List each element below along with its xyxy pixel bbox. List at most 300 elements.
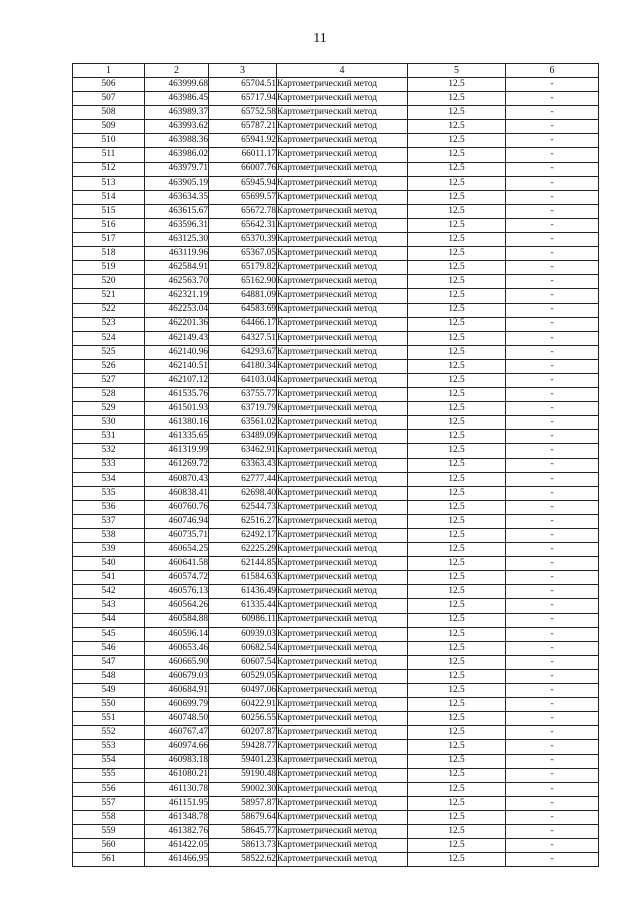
y-coordinate-cell: 58679.64: [209, 810, 277, 824]
description-cell: -: [506, 655, 599, 669]
description-cell: -: [506, 641, 599, 655]
method-cell: Картометрический метод: [277, 824, 408, 838]
accuracy-cell: 12.5: [408, 134, 506, 148]
accuracy-cell: 12.5: [408, 712, 506, 726]
y-coordinate-cell: 65752.58: [209, 106, 277, 120]
y-coordinate-cell: 64293.67: [209, 345, 277, 359]
point-number-cell: 506: [73, 78, 145, 92]
accuracy-cell: 12.5: [408, 331, 506, 345]
accuracy-cell: 12.5: [408, 529, 506, 543]
accuracy-cell: 12.5: [408, 669, 506, 683]
column-header: 3: [209, 64, 277, 78]
accuracy-cell: 12.5: [408, 373, 506, 387]
x-coordinate-cell: 460983.18: [145, 754, 209, 768]
accuracy-cell: 12.5: [408, 148, 506, 162]
accuracy-cell: 12.5: [408, 768, 506, 782]
description-cell: -: [506, 261, 599, 275]
accuracy-cell: 12.5: [408, 824, 506, 838]
method-cell: Картометрический метод: [277, 162, 408, 176]
method-cell: Картометрический метод: [277, 317, 408, 331]
accuracy-cell: 12.5: [408, 585, 506, 599]
method-cell: Картометрический метод: [277, 106, 408, 120]
accuracy-cell: 12.5: [408, 557, 506, 571]
y-coordinate-cell: 62492.17: [209, 529, 277, 543]
y-coordinate-cell: 65717.94: [209, 92, 277, 106]
point-number-cell: 511: [73, 148, 145, 162]
x-coordinate-cell: 462253.04: [145, 303, 209, 317]
x-coordinate-cell: 460679.03: [145, 669, 209, 683]
method-cell: Картометрический метод: [277, 726, 408, 740]
x-coordinate-cell: 460838.41: [145, 486, 209, 500]
point-number-cell: 561: [73, 853, 145, 867]
table-row: [73, 599, 599, 613]
x-coordinate-cell: 463905.19: [145, 176, 209, 190]
x-coordinate-cell: 461319.99: [145, 444, 209, 458]
accuracy-cell: 12.5: [408, 275, 506, 289]
point-number-cell: 539: [73, 543, 145, 557]
point-number-cell: 528: [73, 388, 145, 402]
description-cell: -: [506, 388, 599, 402]
description-cell: -: [506, 317, 599, 331]
method-cell: Картометрический метод: [277, 331, 408, 345]
point-number-cell: 538: [73, 529, 145, 543]
point-number-cell: 520: [73, 275, 145, 289]
accuracy-cell: 12.5: [408, 233, 506, 247]
accuracy-cell: 12.5: [408, 317, 506, 331]
y-coordinate-cell: 63755.77: [209, 388, 277, 402]
table-row: [73, 388, 599, 402]
method-cell: Картометрический метод: [277, 204, 408, 218]
description-cell: -: [506, 824, 599, 838]
method-cell: Картометрический метод: [277, 641, 408, 655]
accuracy-cell: 12.5: [408, 289, 506, 303]
table-row: [73, 176, 599, 190]
y-coordinate-cell: 62777.44: [209, 472, 277, 486]
description-cell: -: [506, 712, 599, 726]
method-cell: Картометрический метод: [277, 782, 408, 796]
y-coordinate-cell: 60682.54: [209, 641, 277, 655]
accuracy-cell: 12.5: [408, 726, 506, 740]
x-coordinate-cell: 460653.46: [145, 641, 209, 655]
y-coordinate-cell: 63462.91: [209, 444, 277, 458]
y-coordinate-cell: 65787.21: [209, 120, 277, 134]
point-number-cell: 558: [73, 810, 145, 824]
y-coordinate-cell: 65945.94: [209, 176, 277, 190]
accuracy-cell: 12.5: [408, 599, 506, 613]
point-number-cell: 530: [73, 416, 145, 430]
description-cell: -: [506, 796, 599, 810]
point-number-cell: 531: [73, 430, 145, 444]
accuracy-cell: 12.5: [408, 162, 506, 176]
method-cell: Картометрический метод: [277, 190, 408, 204]
column-header: 2: [145, 64, 209, 78]
x-coordinate-cell: 461151.95: [145, 796, 209, 810]
point-number-cell: 552: [73, 726, 145, 740]
point-number-cell: 560: [73, 839, 145, 853]
method-cell: Картометрический метод: [277, 514, 408, 528]
x-coordinate-cell: 462201.36: [145, 317, 209, 331]
y-coordinate-cell: 63719.79: [209, 402, 277, 416]
y-coordinate-cell: 65370.39: [209, 233, 277, 247]
method-cell: Картометрический метод: [277, 402, 408, 416]
description-cell: -: [506, 472, 599, 486]
x-coordinate-cell: 460576.13: [145, 585, 209, 599]
description-cell: -: [506, 218, 599, 232]
description-cell: -: [506, 106, 599, 120]
table-row: [73, 289, 599, 303]
method-cell: Картометрический метод: [277, 796, 408, 810]
table-row: [73, 669, 599, 683]
method-cell: Картометрический метод: [277, 486, 408, 500]
point-number-cell: 547: [73, 655, 145, 669]
method-cell: Картометрический метод: [277, 92, 408, 106]
method-cell: Картометрический метод: [277, 148, 408, 162]
description-cell: -: [506, 810, 599, 824]
x-coordinate-cell: 463989.37: [145, 106, 209, 120]
point-number-cell: 513: [73, 176, 145, 190]
x-coordinate-cell: 461422.05: [145, 839, 209, 853]
x-coordinate-cell: 461348.78: [145, 810, 209, 824]
table-row: [73, 627, 599, 641]
table-row: [73, 514, 599, 528]
description-cell: -: [506, 275, 599, 289]
y-coordinate-cell: 60256.55: [209, 712, 277, 726]
description-cell: -: [506, 698, 599, 712]
method-cell: Картометрический метод: [277, 684, 408, 698]
y-coordinate-cell: 64583.69: [209, 303, 277, 317]
x-coordinate-cell: 460574.72: [145, 571, 209, 585]
y-coordinate-cell: 62516.27: [209, 514, 277, 528]
y-coordinate-cell: 66007.76: [209, 162, 277, 176]
method-cell: Картометрический метод: [277, 233, 408, 247]
method-cell: Картометрический метод: [277, 768, 408, 782]
x-coordinate-cell: 460974.66: [145, 740, 209, 754]
accuracy-cell: 12.5: [408, 247, 506, 261]
column-header: 1: [73, 64, 145, 78]
table-row: [73, 740, 599, 754]
table-row: [73, 444, 599, 458]
x-coordinate-cell: 460746.94: [145, 514, 209, 528]
description-cell: -: [506, 331, 599, 345]
accuracy-cell: 12.5: [408, 514, 506, 528]
description-cell: -: [506, 430, 599, 444]
point-number-cell: 529: [73, 402, 145, 416]
x-coordinate-cell: 460584.88: [145, 613, 209, 627]
method-cell: Картометрический метод: [277, 500, 408, 514]
method-cell: Картометрический метод: [277, 430, 408, 444]
x-coordinate-cell: 461535.76: [145, 388, 209, 402]
point-number-cell: 512: [73, 162, 145, 176]
table-row: [73, 261, 599, 275]
table-row: [73, 796, 599, 810]
accuracy-cell: 12.5: [408, 613, 506, 627]
x-coordinate-cell: 462107.12: [145, 373, 209, 387]
x-coordinate-cell: 460641.58: [145, 557, 209, 571]
method-cell: Картометрический метод: [277, 388, 408, 402]
x-coordinate-cell: 461382.76: [145, 824, 209, 838]
description-cell: -: [506, 557, 599, 571]
table-row: [73, 204, 599, 218]
y-coordinate-cell: 60986.11: [209, 613, 277, 627]
y-coordinate-cell: 65162.90: [209, 275, 277, 289]
y-coordinate-cell: 65179.82: [209, 261, 277, 275]
point-number-cell: 548: [73, 669, 145, 683]
accuracy-cell: 12.5: [408, 444, 506, 458]
table-row: [73, 359, 599, 373]
method-cell: Картометрический метод: [277, 289, 408, 303]
table-row: [73, 585, 599, 599]
x-coordinate-cell: 460596.14: [145, 627, 209, 641]
x-coordinate-cell: 462321.19: [145, 289, 209, 303]
table-row: [73, 78, 599, 92]
y-coordinate-cell: 59002.30: [209, 782, 277, 796]
method-cell: Картометрический метод: [277, 303, 408, 317]
method-cell: Картометрический метод: [277, 557, 408, 571]
table-row: [73, 529, 599, 543]
point-number-cell: 532: [73, 444, 145, 458]
point-number-cell: 537: [73, 514, 145, 528]
method-cell: Картометрический метод: [277, 416, 408, 430]
method-cell: Картометрический метод: [277, 444, 408, 458]
accuracy-cell: 12.5: [408, 500, 506, 514]
method-cell: Картометрический метод: [277, 472, 408, 486]
y-coordinate-cell: 58613.73: [209, 839, 277, 853]
point-number-cell: 543: [73, 599, 145, 613]
accuracy-cell: 12.5: [408, 92, 506, 106]
accuracy-cell: 12.5: [408, 698, 506, 712]
table-row: [73, 712, 599, 726]
description-cell: -: [506, 543, 599, 557]
x-coordinate-cell: 463988.36: [145, 134, 209, 148]
table-row: [73, 247, 599, 261]
x-coordinate-cell: 462149.43: [145, 331, 209, 345]
description-cell: -: [506, 190, 599, 204]
description-cell: -: [506, 754, 599, 768]
x-coordinate-cell: 463596.31: [145, 218, 209, 232]
description-cell: -: [506, 120, 599, 134]
accuracy-cell: 12.5: [408, 106, 506, 120]
accuracy-cell: 12.5: [408, 754, 506, 768]
x-coordinate-cell: 462584.91: [145, 261, 209, 275]
y-coordinate-cell: 64103.04: [209, 373, 277, 387]
table-row: [73, 698, 599, 712]
point-number-cell: 525: [73, 345, 145, 359]
point-number-cell: 535: [73, 486, 145, 500]
point-number-cell: 524: [73, 331, 145, 345]
x-coordinate-cell: 461130.78: [145, 782, 209, 796]
method-cell: Картометрический метод: [277, 458, 408, 472]
accuracy-cell: 12.5: [408, 627, 506, 641]
point-number-cell: 507: [73, 92, 145, 106]
description-cell: -: [506, 148, 599, 162]
point-number-cell: 509: [73, 120, 145, 134]
x-coordinate-cell: 460665.90: [145, 655, 209, 669]
table-row: [73, 120, 599, 134]
y-coordinate-cell: 61335.44: [209, 599, 277, 613]
accuracy-cell: 12.5: [408, 204, 506, 218]
method-cell: Картометрический метод: [277, 275, 408, 289]
table-row: [73, 233, 599, 247]
point-number-cell: 519: [73, 261, 145, 275]
x-coordinate-cell: 463986.02: [145, 148, 209, 162]
y-coordinate-cell: 58957.87: [209, 796, 277, 810]
accuracy-cell: 12.5: [408, 458, 506, 472]
description-cell: -: [506, 768, 599, 782]
x-coordinate-cell: 463999.68: [145, 78, 209, 92]
description-cell: -: [506, 233, 599, 247]
point-number-cell: 559: [73, 824, 145, 838]
method-cell: Картометрический метод: [277, 78, 408, 92]
accuracy-cell: 12.5: [408, 190, 506, 204]
table-row: [73, 148, 599, 162]
method-cell: Картометрический метод: [277, 712, 408, 726]
method-cell: Картометрический метод: [277, 839, 408, 853]
description-cell: -: [506, 458, 599, 472]
table-row: [73, 402, 599, 416]
y-coordinate-cell: 65704.51: [209, 78, 277, 92]
accuracy-cell: 12.5: [408, 472, 506, 486]
accuracy-cell: 12.5: [408, 571, 506, 585]
description-cell: -: [506, 585, 599, 599]
accuracy-cell: 12.5: [408, 359, 506, 373]
description-cell: -: [506, 444, 599, 458]
description-cell: -: [506, 529, 599, 543]
accuracy-cell: 12.5: [408, 78, 506, 92]
table-row: [73, 500, 599, 514]
method-cell: Картометрический метод: [277, 599, 408, 613]
y-coordinate-cell: 62144.85: [209, 557, 277, 571]
table-row: [73, 275, 599, 289]
table-row: [73, 726, 599, 740]
description-cell: -: [506, 402, 599, 416]
description-cell: -: [506, 176, 599, 190]
point-number-cell: 534: [73, 472, 145, 486]
table-row: [73, 543, 599, 557]
table-row: [73, 134, 599, 148]
accuracy-cell: 12.5: [408, 810, 506, 824]
x-coordinate-cell: 460564.26: [145, 599, 209, 613]
x-coordinate-cell: 463634.35: [145, 190, 209, 204]
y-coordinate-cell: 60607.54: [209, 655, 277, 669]
description-cell: -: [506, 782, 599, 796]
table-row: [73, 684, 599, 698]
y-coordinate-cell: 60422.91: [209, 698, 277, 712]
point-number-cell: 515: [73, 204, 145, 218]
table-row: [73, 839, 599, 853]
table-row: [73, 655, 599, 669]
x-coordinate-cell: 461080.21: [145, 768, 209, 782]
x-coordinate-cell: 463979.71: [145, 162, 209, 176]
description-cell: -: [506, 599, 599, 613]
column-header: 6: [506, 64, 599, 78]
x-coordinate-cell: 462140.51: [145, 359, 209, 373]
y-coordinate-cell: 59428.77: [209, 740, 277, 754]
description-cell: -: [506, 684, 599, 698]
point-number-cell: 550: [73, 698, 145, 712]
point-number-cell: 514: [73, 190, 145, 204]
accuracy-cell: 12.5: [408, 402, 506, 416]
method-cell: Картометрический метод: [277, 585, 408, 599]
point-number-cell: 521: [73, 289, 145, 303]
y-coordinate-cell: 63561.02: [209, 416, 277, 430]
coordinates-table: [72, 63, 599, 867]
accuracy-cell: 12.5: [408, 740, 506, 754]
y-coordinate-cell: 65699.57: [209, 190, 277, 204]
point-number-cell: 517: [73, 233, 145, 247]
description-cell: -: [506, 92, 599, 106]
point-number-cell: 549: [73, 684, 145, 698]
y-coordinate-cell: 64327.51: [209, 331, 277, 345]
table-row: [73, 416, 599, 430]
accuracy-cell: 12.5: [408, 430, 506, 444]
y-coordinate-cell: 61584.63: [209, 571, 277, 585]
y-coordinate-cell: 60207.87: [209, 726, 277, 740]
point-number-cell: 540: [73, 557, 145, 571]
point-number-cell: 518: [73, 247, 145, 261]
accuracy-cell: 12.5: [408, 655, 506, 669]
accuracy-cell: 12.5: [408, 416, 506, 430]
method-cell: Картометрический метод: [277, 529, 408, 543]
description-cell: -: [506, 853, 599, 867]
table-row: [73, 317, 599, 331]
x-coordinate-cell: 460760.76: [145, 500, 209, 514]
method-cell: Картометрический метод: [277, 218, 408, 232]
accuracy-cell: 12.5: [408, 120, 506, 134]
table-row: [73, 106, 599, 120]
table-row: [73, 853, 599, 867]
description-cell: -: [506, 247, 599, 261]
y-coordinate-cell: 64180.34: [209, 359, 277, 373]
x-coordinate-cell: 461380.16: [145, 416, 209, 430]
table-row: [73, 486, 599, 500]
x-coordinate-cell: 463119.96: [145, 247, 209, 261]
y-coordinate-cell: 63363.43: [209, 458, 277, 472]
method-cell: Картометрический метод: [277, 571, 408, 585]
table-row: [73, 458, 599, 472]
accuracy-cell: 12.5: [408, 261, 506, 275]
point-number-cell: 554: [73, 754, 145, 768]
accuracy-cell: 12.5: [408, 839, 506, 853]
accuracy-cell: 12.5: [408, 853, 506, 867]
accuracy-cell: 12.5: [408, 176, 506, 190]
point-number-cell: 516: [73, 218, 145, 232]
accuracy-cell: 12.5: [408, 543, 506, 557]
y-coordinate-cell: 60497.06: [209, 684, 277, 698]
table-row: [73, 430, 599, 444]
x-coordinate-cell: 460748.50: [145, 712, 209, 726]
point-number-cell: 542: [73, 585, 145, 599]
point-number-cell: 555: [73, 768, 145, 782]
point-number-cell: 551: [73, 712, 145, 726]
table-row: [73, 768, 599, 782]
x-coordinate-cell: 460735.71: [145, 529, 209, 543]
method-cell: Картометрический метод: [277, 627, 408, 641]
y-coordinate-cell: 59401.23: [209, 754, 277, 768]
description-cell: -: [506, 373, 599, 387]
column-header: 5: [408, 64, 506, 78]
y-coordinate-cell: 58645.77: [209, 824, 277, 838]
method-cell: Картометрический метод: [277, 853, 408, 867]
accuracy-cell: 12.5: [408, 345, 506, 359]
y-coordinate-cell: 63489.09: [209, 430, 277, 444]
y-coordinate-cell: 64881.09: [209, 289, 277, 303]
description-cell: -: [506, 303, 599, 317]
point-number-cell: 533: [73, 458, 145, 472]
method-cell: Картометрический метод: [277, 543, 408, 557]
method-cell: Картометрический метод: [277, 359, 408, 373]
x-coordinate-cell: 461466.95: [145, 853, 209, 867]
method-cell: Картометрический метод: [277, 754, 408, 768]
